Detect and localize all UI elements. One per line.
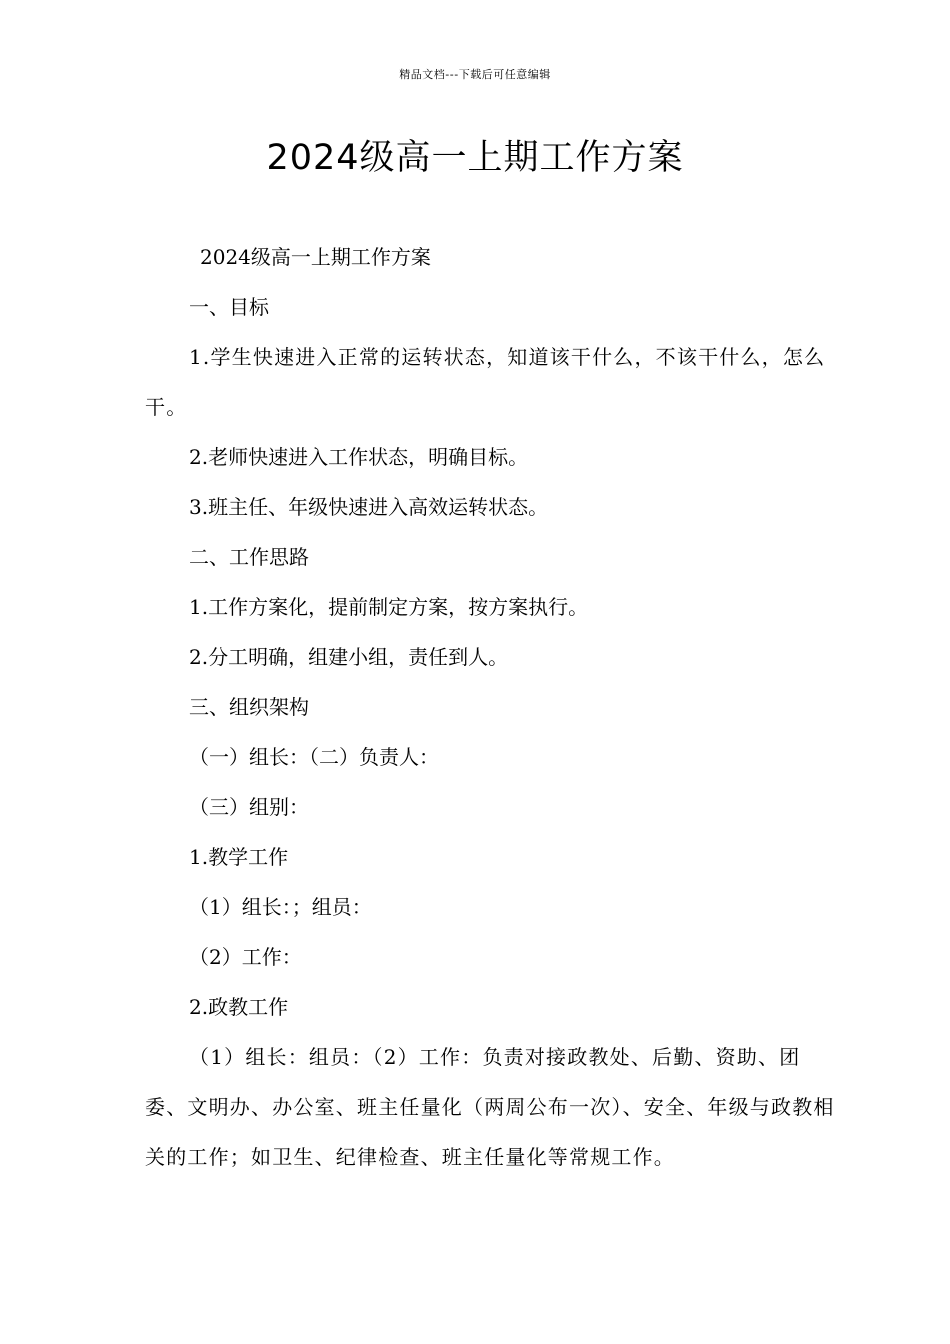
org-leaders-line: （一）组长：（二）负责人： <box>189 745 439 769</box>
page-header: 精品文档---下载后可任意编辑 <box>399 68 551 81</box>
group-political-heading: 2.政教工作 <box>189 995 289 1019</box>
goal-item-3: 3.班主任、年级快速进入高效运转状态。 <box>189 495 549 519</box>
group-teaching-heading: 1.教学工作 <box>189 845 289 869</box>
group-teaching-members: （1）组长：；组员： <box>189 895 372 919</box>
document-title: 2024级高一上期工作方案 <box>266 138 684 178</box>
document-body <box>145 232 835 1182</box>
group-teaching-work: （2）工作： <box>189 945 302 969</box>
document-subtitle: 2024级高一上期工作方案 <box>200 245 431 269</box>
goal-item-1: 1.学生快速进入正常的运转状态，知道该干什么，不该干什么，怎么干。 <box>145 345 826 419</box>
section-heading-organization: 三、组织架构 <box>189 695 309 719</box>
section-heading-goals: 一、目标 <box>189 295 269 319</box>
approach-item-1: 1.工作方案化，提前制定方案，按方案执行。 <box>189 595 589 619</box>
org-groups-line: （三）组别： <box>189 795 309 819</box>
approach-item-2: 2.分工明确，组建小组，责任到人。 <box>189 645 509 669</box>
group-political-details: （1）组长：组员：（2）工作：负责对接政教处、后勤、资助、团委、文明办、办公室、班主任量化（两周公布一次）、安全、年级与政教相关的工作；如卫生、纪律检查、班主任量化等常规工作。 <box>145 1045 835 1169</box>
goal-item-2: 2.老师快速进入工作状态，明确目标。 <box>189 445 529 469</box>
section-heading-approach: 二、工作思路 <box>189 545 309 569</box>
